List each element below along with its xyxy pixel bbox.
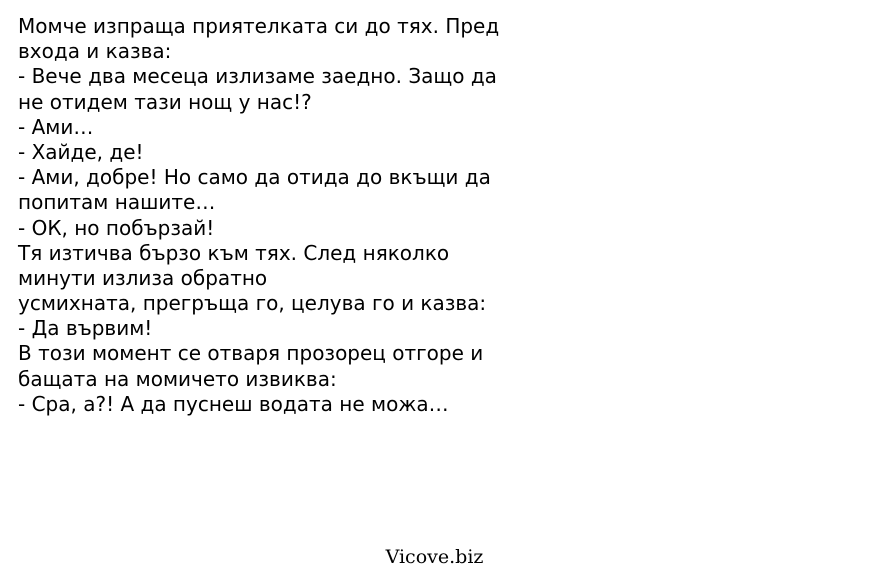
site-watermark: Vicove.biz <box>385 546 484 568</box>
joke-line: - Вече два месеца излизаме заедно. Защо да <box>18 64 497 89</box>
joke-line: - Сра, а?! А да пуснеш водата не можа… <box>18 391 449 416</box>
joke-line: не отидем тази нощ у нас!? <box>18 89 312 114</box>
joke-line: минути излиза обратно <box>18 265 268 290</box>
joke-line: - ОК, но побързай! <box>18 215 215 240</box>
joke-line: - Хайде, де! <box>18 139 144 164</box>
joke-line: попитам нашите… <box>18 190 216 215</box>
joke-line: - Ами, добре! Но само да отида до вкъщи да <box>18 165 491 190</box>
joke-line: бащата на момичето извиква: <box>18 366 337 391</box>
joke-line: Тя изтичва бързо към тях. След няколко <box>18 240 450 265</box>
joke-line: входа и казва: <box>18 39 172 64</box>
joke-line: В този момент се отваря прозорец отгоре и <box>18 341 484 366</box>
joke-text <box>18 14 578 417</box>
joke-line: Момче изпраща приятелката си до тях. Пред <box>18 14 500 38</box>
joke-line: - Да вървим! <box>18 316 153 341</box>
joke-line: - Ами… <box>18 114 94 139</box>
joke-line: усмихната, прегръща го, целува го и казва: <box>18 291 487 316</box>
